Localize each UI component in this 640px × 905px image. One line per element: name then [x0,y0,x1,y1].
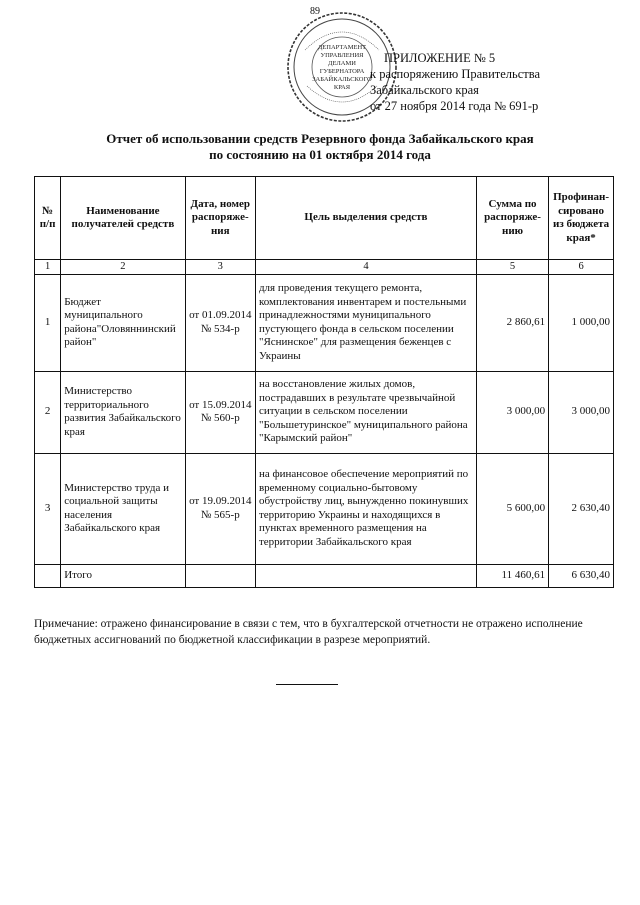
row-purpose: на восстановление жилых домов, пострадавших в результате чрезвычайной ситуации в сельском поселении "Большетуринское" муниципального района "Карымский район" [255,371,476,453]
total-num-cell [35,564,61,587]
report-title-line1: Отчет об использовании средств Резервного фонда Забайкальского края [106,131,534,146]
index-cell: 3 [185,260,255,275]
appendix-date: от 27 ноября 2014 года № 691-р [370,99,539,113]
header-purpose: Цель выделения средств [255,177,476,260]
table-row [35,274,614,371]
total-label: Итого [61,564,185,587]
report-title-line2: по состоянию на 01 октября 2014 года [209,147,431,162]
row-purpose: для проведения текущего ремонта, комплектования инвентарем и постельными принадлежностями муниципального пустующего фонда в сельском поселении "Яснинское" для размещения беженцев с Украины [255,274,476,371]
seal-line: ГУБЕРНАТОРА [319,68,365,75]
appendix-header [370,50,630,114]
index-cell: 5 [476,260,548,275]
total-empty-cell [255,564,476,587]
header-financed: Профинан-сировано из бюджета края* [549,177,614,260]
row-recipient: Министерство территориального развития Забайкальского края [61,371,185,453]
seal-line: УПРАВЛЕНИЯ [320,52,364,59]
row-order-date: от 01.09.2014 № 534-р [185,274,255,371]
footnote: Примечание: отражено финансирование в связи с тем, что в бухгалтерской отчетности не отражено исполнение бюджетных ассигнований по бюджетной классификации в разрезе мероприятий. [34,618,583,646]
row-financed: 3 000,00 [549,371,614,453]
page-number: 89 [310,6,320,17]
total-financed: 6 630,40 [549,564,614,587]
row-order-date: от 15.09.2014 № 560-р [185,371,255,453]
index-cell: 6 [549,260,614,275]
total-sum: 11 460,61 [476,564,548,587]
index-cell: 4 [255,260,476,275]
appendix-region: Забайкальского края [370,83,479,97]
closing-rule [276,684,338,685]
header-recipient: Наименование получателей средств [61,177,185,260]
header-sum: Сумма по распоряже-нию [476,177,548,260]
table-row [35,371,614,453]
table-row [35,453,614,564]
row-num: 3 [35,453,61,564]
seal-line: ДЕПАРТАМЕНТ [317,44,367,51]
appendix-order-ref: к распоряжению Правительства [370,67,541,81]
total-empty-cell [185,564,255,587]
table-total-row [35,564,614,587]
report-table [34,176,614,588]
report-title [0,131,640,163]
row-num: 2 [35,371,61,453]
row-recipient: Бюджет муниципального района"Оловяннинский район" [61,274,185,371]
seal-line: ЗАБАЙКАЛЬСКОГО [312,76,372,83]
row-order-date: от 19.09.2014 № 565-р [185,453,255,564]
header-num: № п/п [35,177,61,260]
row-purpose: на финансовое обеспечение мероприятий по временному социально-бытовому обустройству лиц, вынужденно покинувших территорию Украины и находящихся в пунктах временного размещения на территории Забайкальского края [255,453,476,564]
row-num: 1 [35,274,61,371]
table-header-row [35,177,614,260]
row-recipient: Министерство труда и социальной защиты населения Забайкальского края [61,453,185,564]
row-sum: 2 860,61 [476,274,548,371]
appendix-number: ПРИЛОЖЕНИЕ № 5 [384,51,496,65]
index-cell: 1 [35,260,61,275]
header-order-date: Дата, номер распоряже-ния [185,177,255,260]
index-cell: 2 [61,260,185,275]
seal-line: ДЕЛАМИ [328,60,356,67]
seal-line: КРАЯ [333,84,351,91]
row-financed: 2 630,40 [549,453,614,564]
row-sum: 3 000,00 [476,371,548,453]
table-index-row [35,260,614,275]
row-financed: 1 000,00 [549,274,614,371]
row-sum: 5 600,00 [476,453,548,564]
